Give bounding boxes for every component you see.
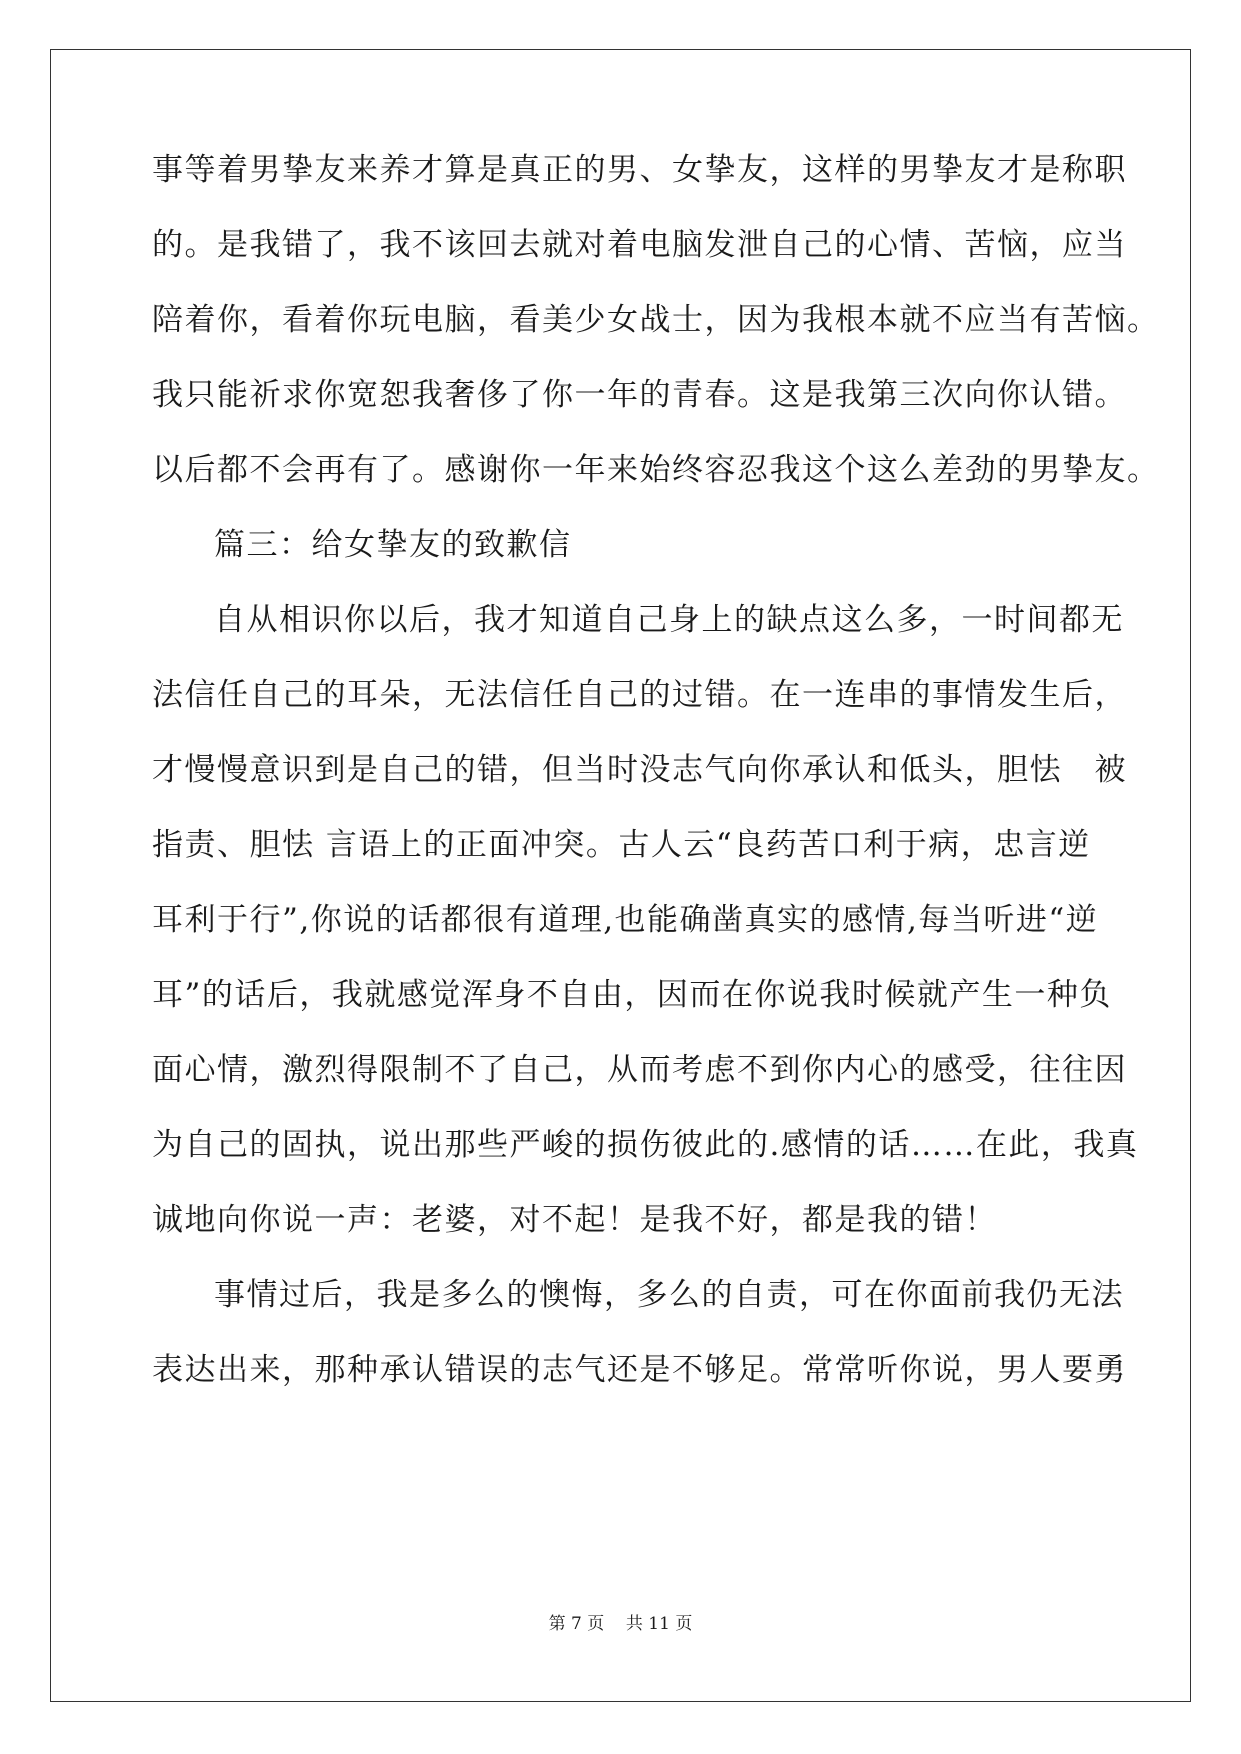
section-heading: 篇三：给女挚友的致歉信 (214, 527, 572, 563)
page-border (50, 49, 1191, 1702)
text-line: 自从相识你以后，我才知道自己身上的缺点这么多，一时间都无 (214, 602, 1124, 638)
text-line: 我只能祈求你宽恕我奢侈了你一年的青春。这是我第三次向你认错。 (152, 377, 1127, 413)
text-line: 表达出来，那种承认错误的志气还是不够足。常常听你说，男人要勇 (152, 1352, 1127, 1388)
text-line: 面心情，激烈得限制不了自己，从而考虑不到你内心的感受，往往因 (152, 1052, 1127, 1088)
text-line: 陪着你，看着你玩电脑，看美少女战士，因为我根本就不应当有苦恼。 (152, 302, 1160, 338)
text-line: 指责、胆怯 言语上的正面冲突。古人云“良药苦口利于病，忠言逆 (152, 827, 1091, 863)
text-line: 耳”的话后，我就感觉浑身不自由，因而在你说我时候就产生一种负 (152, 977, 1112, 1013)
text-line: 法信任自己的耳朵，无法信任自己的过错。在一连串的事情发生后， (152, 677, 1127, 713)
page-footer: 第 7 页 共 11 页 (548, 1614, 693, 1634)
text-line: 事等着男挚友来养才算是真正的男、女挚友，这样的男挚友才是称职 (152, 152, 1127, 188)
text-line: 耳利于行”,你说的话都很有道理,也能确凿真实的感情,每当听进“逆 (152, 902, 1099, 938)
text-line: 才慢慢意识到是自己的错，但当时没志气向你承认和低头，胆怯 被 (152, 752, 1127, 788)
text-line: 以后都不会再有了。感谢你一年来始终容忍我这个这么差劲的男挚友。 (152, 452, 1160, 488)
text-line: 诚地向你说一声：老婆，对不起！是我不好，都是我的错！ (152, 1202, 997, 1238)
text-line: 的。是我错了，我不该回去就对着电脑发泄自己的心情、苦恼，应当 (152, 227, 1127, 263)
text-line: 为自己的固执，说出那些严峻的损伤彼此的.感情的话……在此，我真 (152, 1127, 1139, 1163)
text-line: 事情过后，我是多么的懊悔，多么的自责，可在你面前我仍无法 (214, 1277, 1124, 1313)
